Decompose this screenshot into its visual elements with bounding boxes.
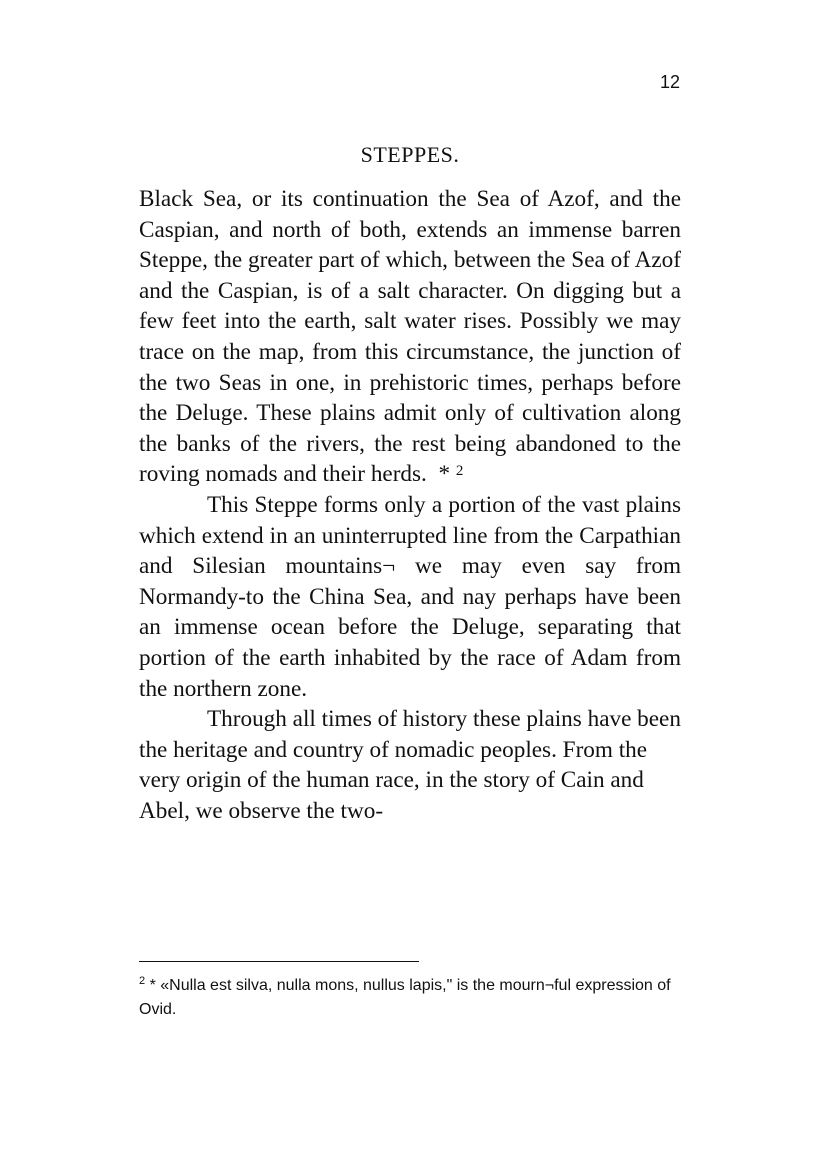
footnote-number: 2 (139, 975, 146, 987)
footnote-text: * «Nulla est silva, nulla mons, nullus lapis," is the mourn¬ful expression of Ovid. (139, 977, 671, 1018)
running-head: STEPPES. (360, 142, 460, 167)
paragraph-1 (139, 184, 681, 490)
paragraph-3: Through all times of history these plains have been the heritage and country of nomadic peoples. From the very origin of the human race, in the story of Cain and Abel, we observe the two- (139, 706, 681, 824)
page-number: 12 (659, 72, 680, 92)
footnote (139, 974, 699, 1022)
footnote-rule (139, 961, 419, 962)
paragraph-1-text: Black Sea, or its continuation the Sea of Azof, and the Caspian, and north of both, extends an immense barren Steppe, the greater part of which, between the Sea of Azof and the Caspian, is of a salt character. On digging but a few feet into the earth, salt water rises. Possibly we may trace on the map, from this circumstance, the junction of the two Seas in one, in prehistoric times, perhaps before the Deluge. These plains admit only of cultivation along the banks of the rivers, the rest being abandoned to the roving nomads and their herds. (139, 186, 681, 488)
footnote-ref[interactable]: 2 (455, 463, 464, 480)
body-text (139, 184, 681, 826)
paragraph-2: This Steppe forms only a portion of the vast plains which extend in an uninterrupted line from the Carpathian and Silesian mountains¬ we may even say from Normandy-to the China Sea, and nay perhaps have been an immense ocean before the Deluge, separating that portion of the earth inhabited by the race of Adam from the northern zone. (139, 491, 681, 702)
footnote-marker: * (438, 461, 456, 488)
